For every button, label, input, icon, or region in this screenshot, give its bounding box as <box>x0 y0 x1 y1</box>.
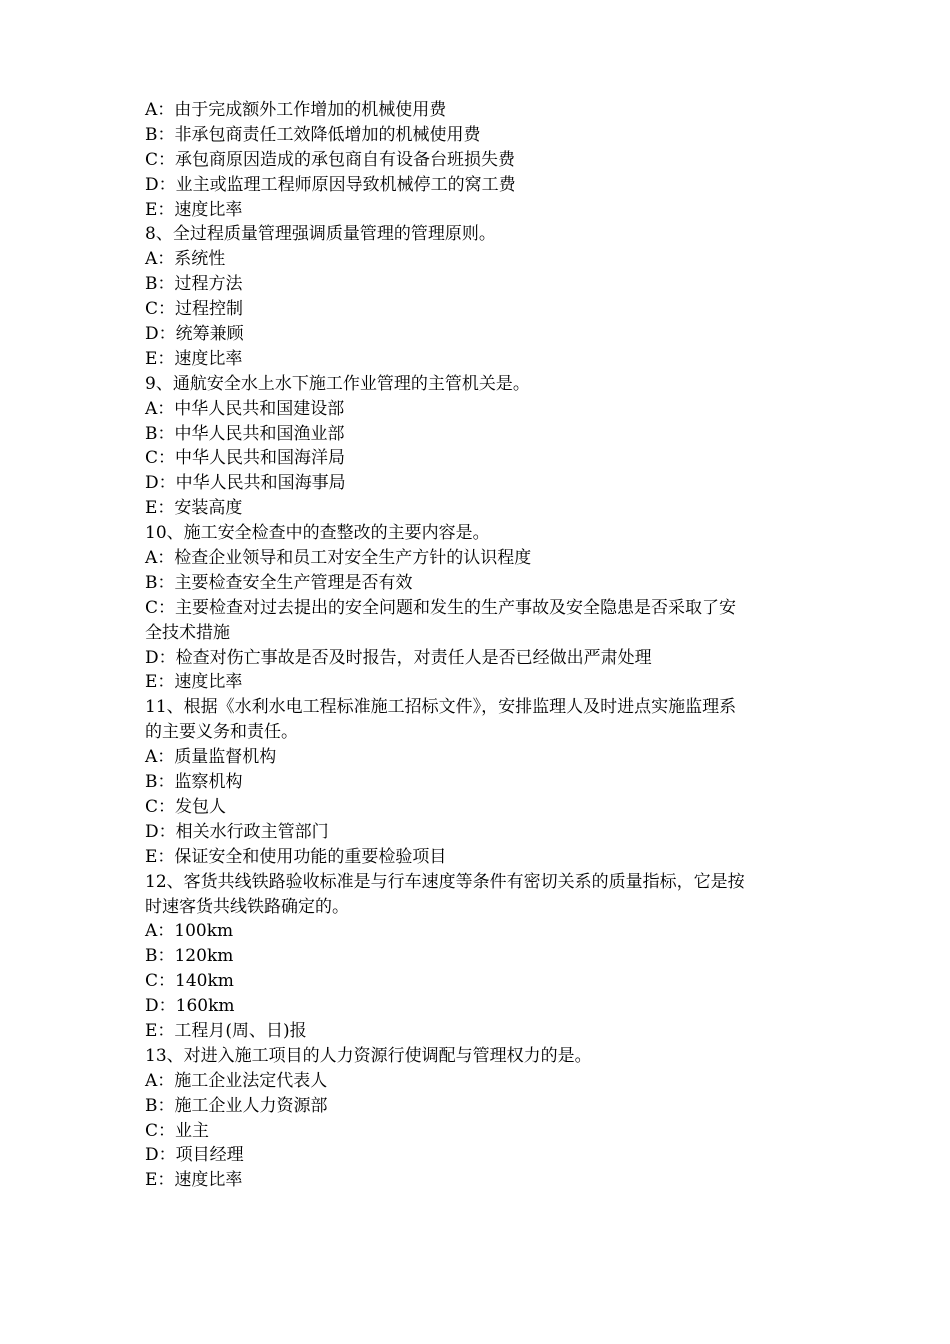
option-line: D：统筹兼顾 <box>145 324 244 345</box>
option-line: B：120km <box>145 946 234 967</box>
option-line: A：系统性 <box>145 249 226 270</box>
question-line: 时速客货共线铁路确定的。 <box>145 896 349 917</box>
option-line: A：质量监督机构 <box>145 747 277 768</box>
option-line: E：速度比率 <box>145 199 243 220</box>
option-line: E：工程月(周、日)报 <box>145 1020 307 1041</box>
option-line: B：过程方法 <box>145 274 243 295</box>
question-line: 8、全过程质量管理强调质量管理的管理原则。 <box>145 224 496 245</box>
option-line: D：业主或监理工程师原因导致机械停工的窝工费 <box>145 174 516 195</box>
option-line: A：由于完成额外工作增加的机械使用费 <box>145 100 447 120</box>
option-line: E：速度比率 <box>145 672 243 693</box>
option-line: D：160km <box>145 996 235 1017</box>
option-line: C：承包商原因造成的承包商自有设备台班损失费 <box>145 149 516 170</box>
option-line: D：相关水行政主管部门 <box>145 821 329 842</box>
option-line: C：140km <box>145 971 234 992</box>
option-line: B：监察机构 <box>145 772 243 793</box>
question-line: 12、客货共线铁路验收标准是与行车速度等条件有密切关系的质量指标，它是按 <box>145 871 745 892</box>
option-line: E：保证安全和使用功能的重要检验项目 <box>145 846 447 867</box>
option-line: D：中华人民共和国海事局 <box>145 473 346 494</box>
option-line: B：非承包商责任工效降低增加的机械使用费 <box>145 124 481 145</box>
option-line: B：中华人民共和国渔业部 <box>145 423 345 444</box>
option-line: E：安装高度 <box>145 498 243 519</box>
option-line: C：主要检查对过去提出的安全问题和发生的生产事故及安全隐患是否采取了安 <box>145 597 737 618</box>
question-line: 的主要义务和责任。 <box>145 722 298 743</box>
option-line: C：中华人民共和国海洋局 <box>145 448 346 469</box>
option-line: A：施工企业法定代表人 <box>145 1070 328 1091</box>
option-line: B：施工企业人力资源部 <box>145 1095 328 1116</box>
option-line: E：速度比率 <box>145 348 243 369</box>
option-line: D：检查对伤亡事故是否及时报告，对责任人是否已经做出严肃处理 <box>145 647 652 668</box>
option-line: 全技术措施 <box>145 622 230 643</box>
option-line: C：过程控制 <box>145 299 244 320</box>
question-line: 11、根据《水利水电工程标准施工招标文件》，安排监理人及时进点实施监理系 <box>145 697 737 718</box>
question-line: 13、对进入施工项目的人力资源行使调配与管理权力的是。 <box>145 1045 592 1066</box>
option-line: C：发包人 <box>145 796 227 817</box>
document-page <box>145 98 815 1193</box>
option-line: A：中华人民共和国建设部 <box>145 398 345 419</box>
option-line: D：项目经理 <box>145 1145 244 1166</box>
question-line: 9、通航安全水上水下施工作业管理的主管机关是。 <box>145 373 530 394</box>
option-line: B：主要检查安全生产管理是否有效 <box>145 572 413 593</box>
option-line: E：速度比率 <box>145 1170 243 1191</box>
option-line: C：业主 <box>145 1120 210 1141</box>
option-line: A：100km <box>145 921 234 942</box>
option-line: A：检查企业领导和员工对安全生产方针的认识程度 <box>145 548 532 569</box>
question-line: 10、施工安全检查中的查整改的主要内容是。 <box>145 523 490 544</box>
